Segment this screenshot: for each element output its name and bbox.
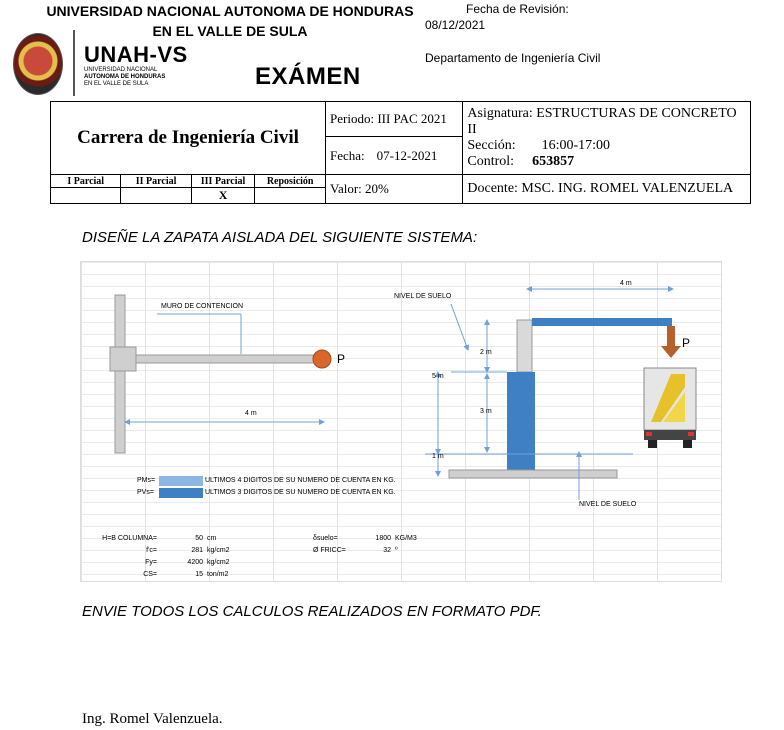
logo-subtitle: UNIVERSIDAD NACIONAL AUTONOMA DE HONDURAS EN EL VALLE DE SULA — [84, 67, 166, 87]
partial-mark-4 — [255, 188, 326, 204]
dim-1m-label: 1 m — [432, 453, 444, 460]
subject-cell: Asignatura: ESTRUCTURAS DE CONCRETO II Sección: 16:00-17:00 Control: 653857 — [463, 102, 751, 175]
param-value: 4200 — [187, 559, 203, 566]
param-value: 50 — [195, 535, 203, 542]
param-value: 15 — [195, 571, 203, 578]
nivel-top-leader — [451, 304, 468, 350]
param-label: Ø FRICC= — [313, 547, 346, 554]
partial-header-3: III Parcial — [191, 175, 255, 188]
dim-4m-right-label: 4 m — [620, 280, 632, 287]
pvs-swatch — [159, 488, 203, 498]
date-cell: Fecha: 07-12-2021 — [326, 137, 463, 175]
param-unit: kg/cm2 — [207, 547, 230, 554]
param-value: 281 — [191, 547, 203, 554]
instruction-bottom: ENVIE TODOS LOS CALCULOS REALIZADOS EN FORMATO PDF. — [82, 603, 542, 620]
partial-mark-2 — [121, 188, 191, 204]
param-unit: º — [395, 547, 398, 554]
dim-3m-label: 3 m — [480, 408, 492, 415]
param-unit: KG/M3 — [395, 535, 417, 542]
upper-column — [517, 320, 532, 372]
wall-connector — [110, 347, 136, 371]
dim-2m-label: 2 m — [480, 349, 492, 356]
muro-label: MURO DE CONTENCION — [161, 303, 244, 310]
param-label: δsuelo= — [313, 535, 338, 542]
param-unit: cm — [207, 535, 217, 542]
revision-date: 08/12/2021 — [425, 18, 486, 32]
pvs-label: PVs= — [137, 489, 154, 496]
pms-description: ULTIMOS 4 DIGITOS DE SU NUMERO DE CUENTA EN KG. — [205, 477, 396, 484]
logo-divider — [73, 30, 75, 96]
exam-title: EXÁMEN — [255, 63, 361, 90]
param-label: CS= — [143, 571, 157, 578]
load-point — [313, 350, 331, 368]
partial-mark-1 — [51, 188, 121, 204]
department: Departamento de Ingeniería Civil — [425, 51, 601, 65]
instruction-top: DISEÑE LA ZAPATA AISLADA DEL SIGUIENTE SISTEMA: — [82, 229, 478, 246]
university-seal-logo — [13, 33, 63, 95]
partial-mark-3: X — [191, 188, 255, 204]
nivel-suelo-top: NIVEL DE SUELO — [394, 293, 452, 300]
university-name: UNIVERSIDAD NACIONAL AUTONOMA DE HONDURAS EN EL VALLE DE SULA — [46, 3, 414, 39]
pms-swatch — [159, 476, 203, 486]
teacher-cell: Docente: MSC. ING. ROMEL VALENZUELA — [463, 175, 751, 204]
param-value: 32 — [383, 547, 391, 554]
truck-icon — [644, 368, 696, 448]
param-label: Fy= — [145, 559, 157, 566]
param-unit: kg/cm2 — [207, 559, 230, 566]
pvs-description: ULTIMOS 3 DIGITOS DE SU NUMERO DE CUENTA EN KG. — [205, 489, 396, 496]
footing — [449, 470, 617, 478]
value-cell: Valor: 20% — [326, 175, 463, 204]
p-label-left: P — [337, 352, 346, 366]
load-arrow-head — [661, 346, 681, 358]
diagram-sheet — [80, 261, 722, 582]
retaining-wall — [115, 295, 125, 453]
param-label: H=B COLUMNA= — [102, 535, 157, 542]
revision-label: Fecha de Revisión: — [466, 2, 569, 16]
logo-text: UNAH-VS — [84, 42, 188, 67]
partial-header-4: Reposición — [255, 175, 326, 188]
signature: Ing. Romel Valenzuela. — [82, 711, 223, 727]
p-label-right: P — [682, 336, 691, 350]
exam-info-table — [50, 101, 751, 204]
param-value: 1800 — [375, 535, 391, 542]
beam-plan — [136, 355, 316, 363]
career-title: Carrera de Ingeniería Civil — [51, 102, 326, 175]
pms-label: PMs= — [137, 477, 156, 484]
lower-column — [507, 372, 535, 472]
partial-header-1: I Parcial — [51, 175, 121, 188]
nivel-suelo-bottom: NIVEL DE SUELO — [579, 501, 637, 508]
partial-header-2: II Parcial — [121, 175, 191, 188]
load-arrow — [667, 326, 675, 346]
period: Periodo: III PAC 2021 — [326, 102, 463, 137]
param-unit: ton/m2 — [207, 571, 229, 578]
dim-4m-left-label: 4 m — [245, 410, 257, 417]
beam-elevation — [532, 318, 672, 326]
dim-5m-label: 5 m — [432, 373, 444, 380]
param-label: f'c= — [146, 547, 157, 554]
